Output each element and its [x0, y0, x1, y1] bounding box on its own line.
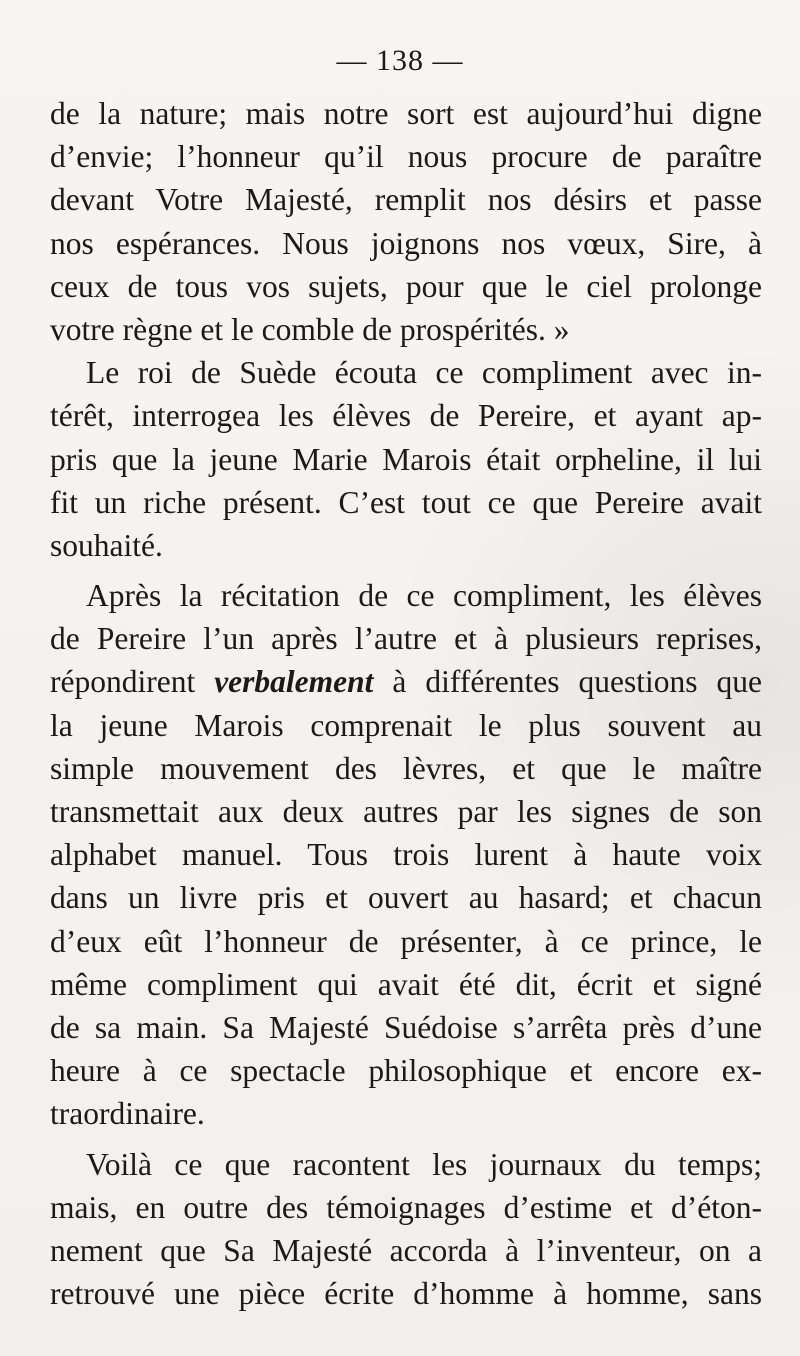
text-line: fit un riche présent. C’est tout ce que Pereire avait: [50, 484, 762, 520]
page-number: — 138 —: [336, 44, 464, 77]
text-line: traordinaire.: [50, 1096, 205, 1132]
text-line: ceux de tous vos sujets, pour que le ciel prolonge: [50, 268, 762, 304]
paragraph-3: [50, 574, 762, 1135]
text-line: dans un livre pris et ouvert au hasard; et chacun: [50, 880, 762, 916]
text-line: devant Votre Majesté, remplit nos désirs et passe: [50, 182, 762, 218]
text-segment: répondirent: [50, 664, 215, 700]
text-line: Le roi de Suède écouta ce compliment avec in-: [86, 355, 762, 391]
text-line: alphabet manuel. Tous trois lurent à haute voix: [50, 837, 762, 873]
text-line: même compliment qui avait été dit, écrit et signé: [50, 966, 762, 1002]
text-line: térêt, interrogea les élèves de Pereire, et ayant ap-: [50, 398, 762, 434]
text-line: votre règne et le comble de prospérités. »: [50, 311, 570, 347]
paragraph-4: [50, 1143, 762, 1316]
italic-word: verbalement: [214, 664, 374, 700]
text-line-with-italic: [50, 660, 762, 703]
text-line: Voilà ce que racontent les journaux du temps;: [86, 1146, 762, 1182]
text-line: Après la récitation de ce compliment, les élèves: [86, 578, 762, 614]
text-line: pris que la jeune Marie Marois était orpheline, il lui: [50, 441, 762, 477]
paragraph-spacer: [50, 567, 762, 574]
text-line: de la nature; mais notre sort est aujourd’hui digne: [50, 96, 762, 131]
text-line: d’eux eût l’honneur de présenter, à ce prince, le: [50, 923, 762, 959]
text-line: nos espérances. Nous joignons nos vœux, Sire, à: [50, 225, 762, 261]
paragraph-1: [50, 92, 762, 351]
text-line: d’envie; l’honneur qu’il nous procure de paraître: [50, 139, 762, 175]
body-text: [50, 92, 762, 1315]
paragraph-2: [50, 351, 762, 567]
text-line: retrouvé une pièce écrite d’homme à homme, sans: [50, 1276, 762, 1312]
text-line: mais, en outre des témoignages d’estime et d’éton-: [50, 1189, 762, 1225]
text-segment: à différentes questions que: [373, 664, 762, 700]
text-line: souhaité.: [50, 527, 163, 563]
text-line: de sa main. Sa Majesté Suédoise s’arrêta près d’une: [50, 1009, 762, 1045]
text-line: nement que Sa Majesté accorda à l’inventeur, on a: [50, 1232, 762, 1268]
text-line: la jeune Marois comprenait le plus souvent au: [50, 707, 762, 743]
text-line: transmettait aux deux autres par les signes de son: [50, 794, 762, 829]
text-line: heure à ce spectacle philosophique et encore ex-: [50, 1053, 762, 1089]
paragraph-spacer: [50, 1136, 762, 1143]
text-line: de Pereire l’un après l’autre et à plusieurs reprises,: [50, 621, 762, 657]
text-line: simple mouvement des lèvres, et que le maître: [50, 750, 762, 786]
